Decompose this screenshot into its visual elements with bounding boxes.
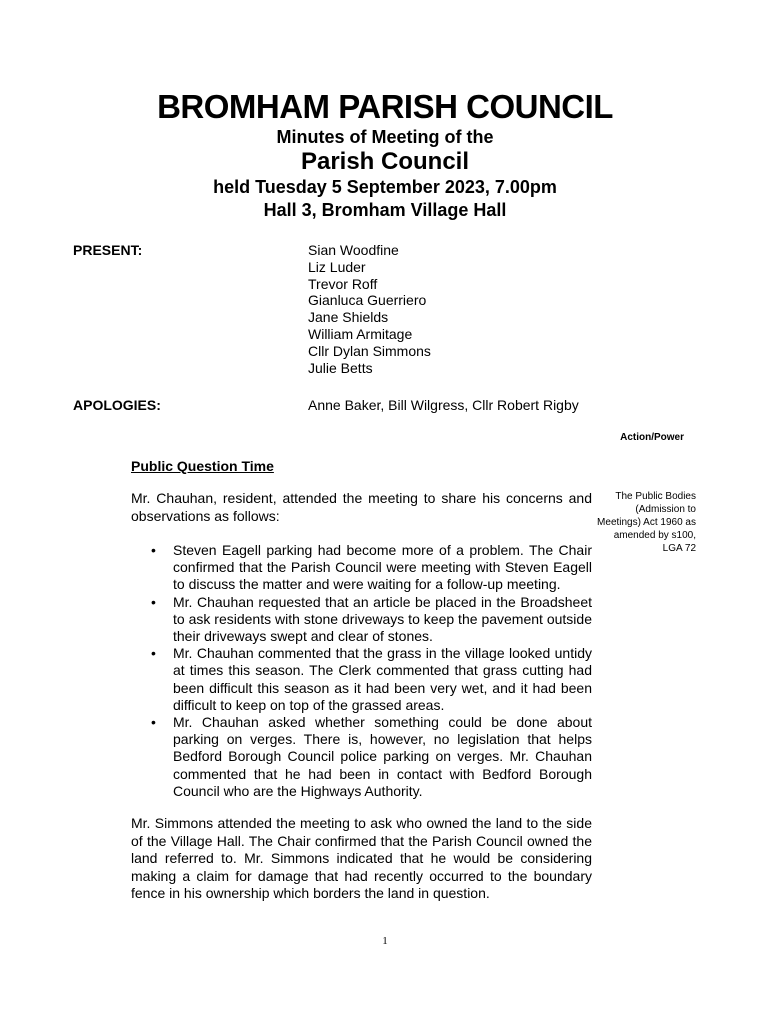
bullet-icon: •: [151, 542, 156, 558]
list-item-text: Mr. Chauhan requested that an article be placed in the Broadsheet to ask residents with stone driveways to keep the pavement outside their driveways swept and clear of stones.: [173, 593, 592, 645]
list-item-text: Steven Eagell parking had become more of a problem. The Chair confirmed that the Parish Council were meeting with Steven Eagell to discuss the matter and were waiting for a follow-up meeting.: [173, 542, 592, 593]
intro-paragraph: Mr. Chauhan, resident, attended the meeting to share his concerns and observations as follows:: [131, 490, 592, 524]
present-list: [308, 242, 431, 376]
section-heading-public-question-time: Public Question Time: [131, 458, 274, 474]
list-item: [131, 594, 592, 646]
legal-reference-note: The Public Bodies (Admission to Meetings) Act 1960 as amended by s100, LGA 72: [597, 491, 696, 554]
present-name: William Armitage: [308, 325, 413, 342]
meeting-venue: Hall 3, Bromham Village Hall: [263, 200, 507, 220]
apologies-text: Anne Baker, Bill Wilgress, Cllr Robert Rigby: [308, 397, 579, 413]
list-item: [131, 542, 592, 594]
present-label: PRESENT:: [73, 242, 143, 258]
present-name: Liz Luder: [308, 258, 366, 275]
bullet-icon: •: [151, 645, 156, 662]
action-power-header: Action/Power: [620, 432, 684, 443]
present-name: Cllr Dylan Simmons: [308, 342, 431, 359]
present-name: Trevor Roff: [308, 275, 378, 292]
present-name: Jane Shields: [308, 309, 389, 326]
list-item-text: Mr. Chauhan commented that the grass in the village looked untidy at times this season. The Clerk commented that grass cutting had been difficult this season as it had been very wet, and it had been difficult to keep on top of the grassed areas.: [173, 645, 592, 713]
meeting-date: held Tuesday 5 September 2023, 7.00pm: [213, 177, 557, 197]
list-item: [131, 645, 592, 714]
apologies-label: APOLOGIES:: [73, 397, 161, 413]
council-name: Parish Council: [300, 148, 470, 175]
present-name: Julie Betts: [308, 359, 373, 376]
present-name: Gianluca Guerriero: [308, 292, 427, 309]
minutes-subtitle: Minutes of Meeting of the: [276, 127, 494, 147]
concerns-list: [131, 542, 592, 800]
bullet-icon: •: [151, 714, 156, 731]
page-number: 1: [382, 935, 388, 947]
list-item: [131, 714, 592, 800]
council-title: BROMHAM PARISH COUNCIL: [157, 88, 613, 125]
simmons-paragraph: Mr. Simmons attended the meeting to ask who owned the land to the side of the Village Hall. The Chair confirmed that the Parish Council owned the land referred to. Mr. Simmons indicated that he would be considering making a claim for damage that had recently occurred to the boundary fence in his ownership which borders the land in question.: [131, 815, 592, 902]
present-name: Sian Woodfine: [308, 242, 399, 258]
list-item-text: Mr. Chauhan asked whether something could be done about parking on verges. There is, however, no legislation that helps Bedford Borough Council police parking on verges. Mr. Chauhan commented that he had been in contact with Bedford Borough Council who are the Highways Authority.: [173, 714, 592, 799]
bullet-icon: •: [151, 593, 156, 610]
